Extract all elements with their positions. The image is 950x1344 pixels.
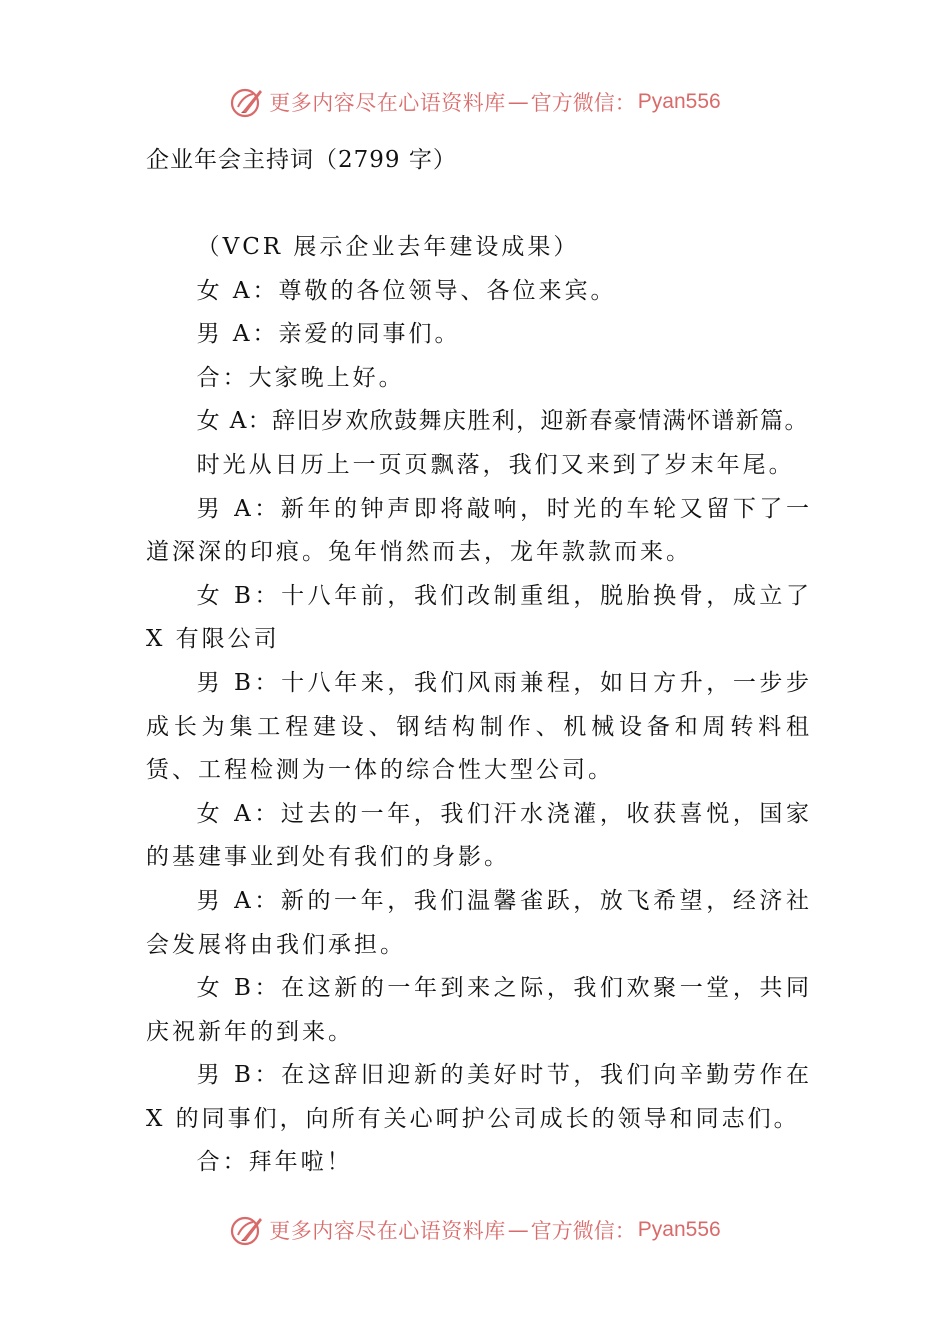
watermark-wechat-id: Pyan556 bbox=[637, 1218, 721, 1241]
pen-logo-icon bbox=[229, 84, 265, 120]
paragraph: 女 B：在这新的一年到来之际，我们欢聚一堂，共同庆祝新年的到来。 bbox=[146, 975, 812, 1045]
watermark-text: 更多内容尽在心语资料库 bbox=[269, 91, 506, 115]
paragraph: 男 A：新年的钟声即将敲响，时光的车轮又留下了一道深深的印痕。兔年悄然而去，龙年款款而来。 bbox=[146, 495, 812, 566]
header-watermark bbox=[0, 80, 950, 124]
watermark-wechat-label: 官方微信： bbox=[530, 1219, 636, 1243]
document-body bbox=[146, 138, 812, 1185]
paragraph: 女 A：过去的一年，我们汗水浇灌，收获喜悦，国家的基建事业到处有我们的身影。 bbox=[146, 800, 812, 871]
paragraph: 时光从日历上一页页飘落，我们又来到了岁末年尾。 bbox=[196, 451, 795, 478]
watermark-wechat-id: Pyan556 bbox=[637, 90, 721, 113]
watermark-separator: — bbox=[507, 90, 529, 114]
paragraph: 女 A：尊敬的各位领导、各位来宾。 bbox=[196, 277, 617, 304]
document-title: 企业年会主持词（2799 字） bbox=[146, 147, 457, 173]
paragraph: （VCR 展示企业去年建设成果） bbox=[196, 234, 580, 260]
watermark-wechat-label: 官方微信： bbox=[530, 91, 636, 115]
paragraph: 女 B：十八年前，我们改制重组，脱胎换骨，成立了 X 有限公司 bbox=[146, 582, 812, 653]
footer-watermark bbox=[0, 1208, 950, 1252]
paragraph: 合：拜年啦！ bbox=[196, 1149, 353, 1176]
pen-logo-icon bbox=[229, 1212, 265, 1248]
paragraph: 女 A：辞旧岁欢欣鼓舞庆胜利，迎新春豪情满怀谱新篇。 bbox=[196, 408, 809, 435]
paragraph: 合：大家晚上好。 bbox=[196, 364, 405, 391]
watermark-text: 更多内容尽在心语资料库 bbox=[269, 1219, 506, 1243]
paragraph: 男 B：十八年来，我们风雨兼程，如日方升，一步步成长为集工程建设、钢结构制作、机械设备和周转料租赁、工程检测为一体的综合性大型公司。 bbox=[146, 669, 812, 784]
blank-line bbox=[146, 182, 812, 226]
watermark-separator: — bbox=[507, 1218, 529, 1242]
paragraph: 男 B：在这辞旧迎新的美好时节，我们向辛勤劳作在 X 的同事们，向所有关心呵护公司成长的领导和同志们。 bbox=[146, 1062, 812, 1132]
paragraph: 男 A：新的一年，我们温馨雀跃，放飞希望，经济社会发展将由我们承担。 bbox=[146, 887, 812, 958]
paragraph: 男 A：亲爱的同事们。 bbox=[196, 321, 461, 348]
